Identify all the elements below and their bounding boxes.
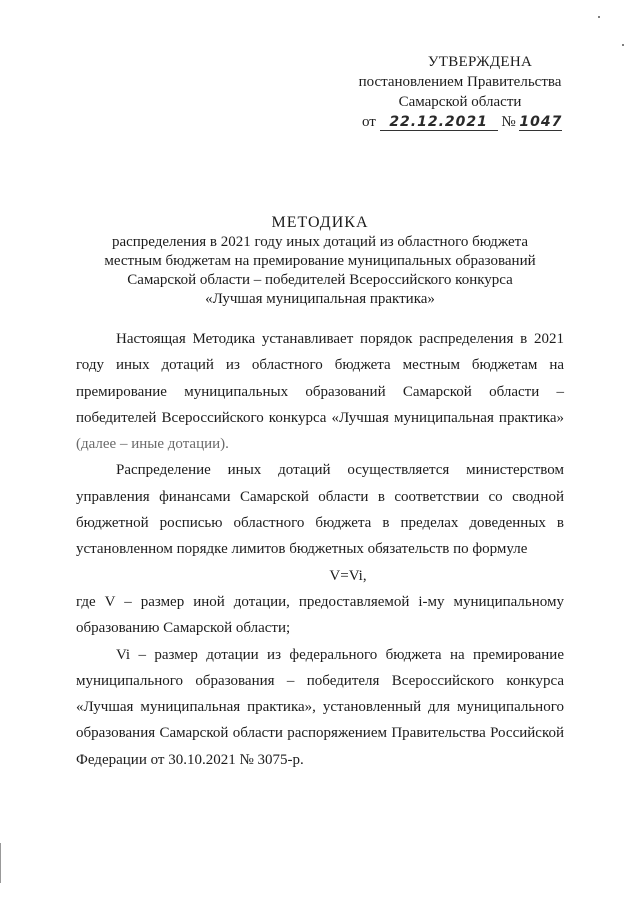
scan-dot — [598, 16, 600, 18]
document-title-block — [60, 213, 580, 309]
scan-edge-mark — [0, 843, 1, 883]
paragraph-definition-vi: Vi – размер дотации из федерального бюджета на премирование муниципального образования – победителя Всероссийского конкурса «Лучшая муниципальная практика», установленный для муниципального образования Самарской области распоряжением Правительства Российской Федерации от 30.10.2021 № 3075-р. — [76, 646, 564, 768]
paragraph-intro-tail: (далее – иные дотации). — [76, 436, 229, 453]
approval-line: постановлением Правительства — [358, 74, 562, 90]
paragraph-definition-v: где V – размер иной дотации, предоставляемой i-му муниципальному образованию Самарской области; — [76, 593, 564, 637]
number-prefix: № — [501, 114, 516, 130]
paragraph-intro — [76, 326, 564, 457]
approval-stamp-block — [340, 52, 580, 132]
title-subline: местным бюджетам на премирование муниципальных образований — [104, 253, 536, 269]
document-body — [76, 326, 564, 773]
approval-line: Самарской области — [398, 94, 522, 110]
title-subline: «Лучшая муниципальная практика» — [205, 291, 435, 307]
approval-heading: УТВЕРЖДЕНА — [427, 54, 533, 70]
title-subline: Самарской области – победителей Всероссийского конкурса — [127, 272, 513, 288]
handwritten-date: 22.12.2021 — [380, 114, 498, 131]
paragraph-intro-text: Настоящая Методика устанавливает порядок распределения в 2021 году иных дотаций из областного бюджета местным бюджетам на премирование муниципальных образований Самарской области – победителей Всероссийского конкурса «Лучшая муниципальная практика» — [76, 331, 564, 426]
paragraph-distribution: Распределение иных дотаций осуществляется министерством управления финансами Самарской области в соответствии со сводной бюджетной росписью областного бюджета в пределах доведенных в установленном порядке лимитов бюджетных обязательств по формуле — [76, 462, 564, 558]
date-prefix: от — [362, 114, 376, 130]
document-title: МЕТОДИКА — [271, 214, 369, 231]
handwritten-number: 1047 — [519, 114, 563, 130]
formula: V=Vi, — [329, 567, 367, 584]
approval-date-line — [362, 112, 580, 132]
scan-dot — [622, 44, 624, 46]
title-subline: распределения в 2021 году иных дотаций из областного бюджета — [111, 234, 529, 250]
